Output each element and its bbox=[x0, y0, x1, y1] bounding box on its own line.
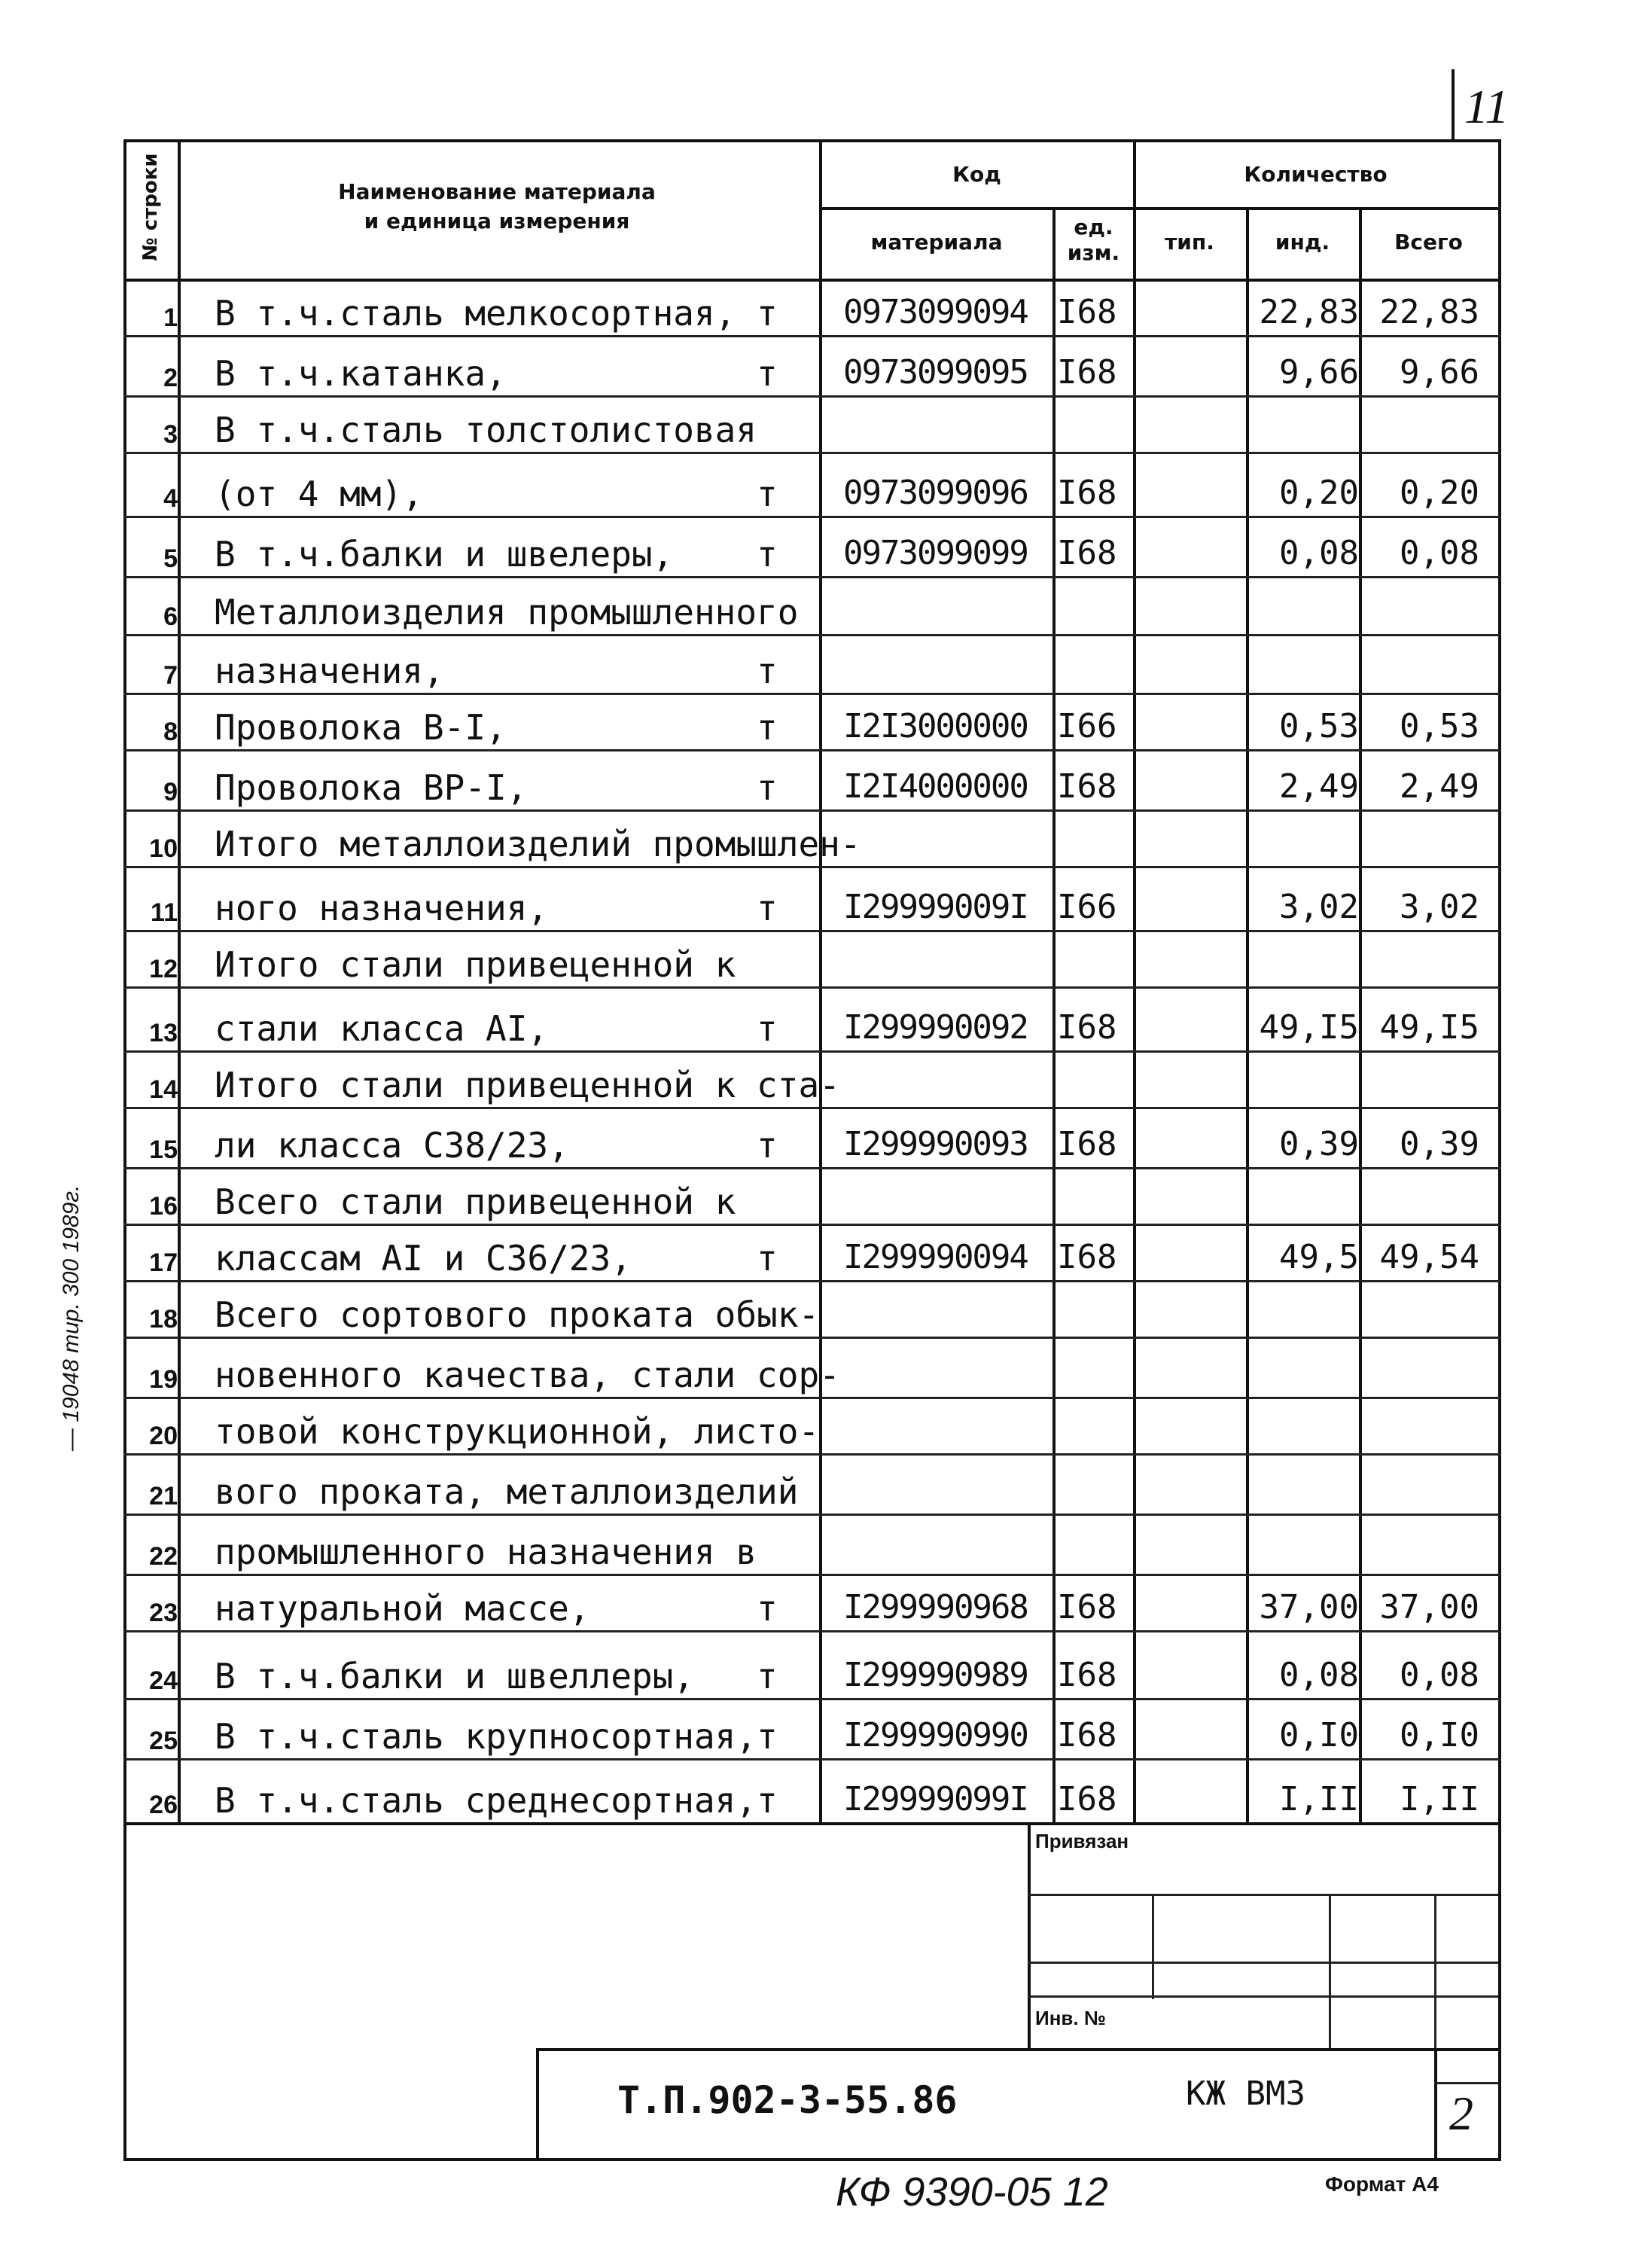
material-name: Всего сортового проката обык- bbox=[215, 1294, 820, 1335]
unit-code: I68 bbox=[1057, 1125, 1117, 1163]
qty-total: 22,83 bbox=[1379, 293, 1479, 331]
unit-mark: т bbox=[757, 534, 778, 575]
material-name: Проволока ВР-I, bbox=[215, 767, 528, 808]
row-number: 25 bbox=[149, 1727, 178, 1755]
unit-mark: т bbox=[757, 888, 778, 928]
qty-total: 0,08 bbox=[1400, 534, 1479, 572]
qty-individual: 0,39 bbox=[1279, 1125, 1359, 1163]
header-qty-typ: тип. bbox=[1165, 230, 1214, 255]
unit-mark: т bbox=[757, 1008, 778, 1049]
material-name: В т.ч.сталь крупносортная, bbox=[215, 1716, 757, 1757]
sheet-number: 2 bbox=[1449, 2087, 1473, 2140]
unit-code: I66 bbox=[1057, 888, 1117, 926]
unit-mark: т bbox=[757, 1780, 778, 1821]
row-divider bbox=[123, 809, 1501, 812]
qty-individual: 22,83 bbox=[1259, 293, 1359, 331]
unit-code: I68 bbox=[1057, 1238, 1117, 1276]
row-number: 8 bbox=[163, 718, 178, 746]
row-number: 20 bbox=[149, 1422, 178, 1450]
qty-total: 0,I0 bbox=[1400, 1716, 1479, 1754]
material-code: I29999009I bbox=[843, 888, 1028, 926]
unit-mark: т bbox=[757, 293, 778, 334]
unit-mark: т bbox=[757, 1588, 778, 1629]
row-number: 14 bbox=[149, 1075, 178, 1104]
row-number: 19 bbox=[149, 1365, 178, 1394]
material-name: ного назначения, bbox=[215, 888, 549, 928]
material-name: (от 4 мм), bbox=[215, 474, 423, 514]
qty-individual: 0,08 bbox=[1279, 1656, 1359, 1694]
qty-individual: 0,I0 bbox=[1279, 1716, 1359, 1754]
material-code: 0973099096 bbox=[843, 474, 1028, 512]
row-divider bbox=[123, 1514, 1501, 1516]
page-mark-frame bbox=[1452, 69, 1455, 141]
material-name: ли класса С38/23, bbox=[215, 1125, 569, 1166]
row-divider bbox=[123, 1107, 1501, 1109]
qty-individual: 49,I5 bbox=[1259, 1008, 1359, 1047]
unit-mark: т bbox=[757, 1125, 778, 1166]
row-divider bbox=[123, 693, 1501, 695]
unit-code: I68 bbox=[1057, 767, 1117, 806]
unit-mark: т bbox=[757, 1716, 778, 1757]
unit-code: I66 bbox=[1057, 707, 1117, 745]
qty-total: 37,00 bbox=[1379, 1588, 1479, 1626]
material-name: В т.ч.балки и швеллеры, bbox=[215, 1656, 694, 1696]
row-divider bbox=[123, 1574, 1501, 1576]
material-name: Металлоизделия промышленного bbox=[215, 592, 799, 633]
unit-mark: т bbox=[757, 1656, 778, 1696]
row-number: 4 bbox=[163, 484, 178, 513]
material-code: I2I4000000 bbox=[843, 767, 1028, 806]
row-number: 5 bbox=[163, 544, 178, 573]
qty-total: 0,20 bbox=[1400, 474, 1479, 512]
unit-code: I68 bbox=[1057, 353, 1117, 392]
row-number: 7 bbox=[163, 661, 178, 690]
qty-individual: 9,66 bbox=[1279, 353, 1359, 392]
material-name: товой конструкционной, листо- bbox=[215, 1411, 820, 1452]
material-name: новенного качества, стали сор- bbox=[215, 1355, 840, 1395]
row-number: 10 bbox=[149, 834, 178, 863]
qty-total: 49,I5 bbox=[1379, 1008, 1479, 1047]
qty-total: 2,49 bbox=[1400, 767, 1479, 806]
material-name: классам АI и С36/23, bbox=[215, 1238, 632, 1279]
material-name: В т.ч.катанка, bbox=[215, 353, 507, 394]
material-name: В т.ч.балки и швелеры, bbox=[215, 534, 674, 575]
unit-code: I68 bbox=[1057, 1780, 1117, 1818]
row-number: 23 bbox=[149, 1599, 178, 1627]
material-code: 0973099094 bbox=[843, 293, 1028, 331]
row-divider bbox=[123, 1630, 1501, 1632]
material-name: вого проката, металлоизделий bbox=[215, 1471, 799, 1512]
qty-individual: 0,08 bbox=[1279, 534, 1359, 572]
unit-mark: т bbox=[757, 353, 778, 394]
material-name: Итого стали привеценной к ста- bbox=[215, 1065, 840, 1105]
row-divider bbox=[123, 516, 1501, 518]
qty-individual: 37,00 bbox=[1259, 1588, 1359, 1626]
unit-code: I68 bbox=[1057, 293, 1117, 331]
row-divider bbox=[123, 749, 1501, 751]
material-code: I299990093 bbox=[843, 1125, 1028, 1163]
row-number: 15 bbox=[149, 1136, 178, 1164]
material-name: В т.ч.сталь толстолистовая bbox=[215, 410, 757, 450]
row-number: 3 bbox=[163, 420, 178, 449]
document-code: Т.П.902-3-55.86 bbox=[617, 2078, 958, 2122]
row-divider bbox=[123, 335, 1501, 337]
row-number: 22 bbox=[149, 1542, 178, 1571]
qty-individual: 0,20 bbox=[1279, 474, 1359, 512]
header-code: Код bbox=[952, 162, 1001, 187]
document-mark: КЖ ВМЗ bbox=[1186, 2074, 1305, 2113]
row-number: 11 bbox=[151, 898, 178, 927]
format-label: Формат А4 bbox=[1325, 2172, 1439, 2196]
qty-individual: I,II bbox=[1279, 1780, 1359, 1818]
material-code: I299990092 bbox=[843, 1008, 1028, 1047]
row-number: 26 bbox=[149, 1791, 178, 1819]
unit-code: I68 bbox=[1057, 534, 1117, 572]
material-code: I299990990 bbox=[843, 1716, 1028, 1754]
row-number: 16 bbox=[149, 1192, 178, 1221]
row-divider bbox=[123, 1698, 1501, 1700]
material-code: I2I3000000 bbox=[843, 707, 1028, 745]
side-note: — 19048 тир. 300 1989г. bbox=[59, 1184, 84, 1451]
qty-individual: 0,53 bbox=[1279, 707, 1359, 745]
unit-code: I68 bbox=[1057, 1716, 1117, 1754]
row-divider bbox=[123, 1453, 1501, 1456]
material-code: I299990094 bbox=[843, 1238, 1028, 1276]
header-code-material: материала bbox=[870, 230, 1003, 255]
header-name: Наименование материала и единица измерения bbox=[338, 179, 656, 234]
row-divider bbox=[123, 1224, 1501, 1226]
row-number: 21 bbox=[149, 1482, 178, 1510]
row-number: 9 bbox=[163, 778, 178, 806]
row-divider bbox=[123, 452, 1501, 454]
row-divider bbox=[123, 866, 1501, 868]
material-name: Итого стали привеценной к bbox=[215, 944, 736, 985]
material-name: промышленного назначения в bbox=[215, 1532, 757, 1572]
row-number: 1 bbox=[163, 303, 178, 332]
page-mark: 11 bbox=[1464, 80, 1509, 133]
material-name: Проволока В-I, bbox=[215, 707, 507, 748]
row-divider bbox=[123, 1397, 1501, 1399]
row-divider bbox=[123, 1758, 1501, 1760]
row-divider bbox=[123, 1280, 1501, 1282]
unit-code: I68 bbox=[1057, 474, 1117, 512]
qty-total: 0,39 bbox=[1400, 1125, 1479, 1163]
footer-code: КФ 9390-05 12 bbox=[836, 2169, 1108, 2215]
unit-code: I68 bbox=[1057, 1588, 1117, 1626]
material-name: Всего стали привеценной к bbox=[215, 1181, 736, 1222]
material-name: В т.ч.сталь мелкосортная, bbox=[215, 293, 736, 334]
qty-individual: 2,49 bbox=[1279, 767, 1359, 806]
header-qty-ind: инд. bbox=[1275, 230, 1330, 255]
header-row-no: № строки bbox=[139, 153, 162, 261]
header-code-unit: ед. изм. bbox=[1067, 215, 1120, 265]
qty-total: 49,54 bbox=[1379, 1238, 1479, 1276]
row-divider bbox=[123, 395, 1501, 398]
row-number: 24 bbox=[149, 1666, 178, 1695]
header-qty-total: Всего bbox=[1394, 230, 1463, 255]
row-number: 17 bbox=[149, 1248, 178, 1277]
qty-total: 0,53 bbox=[1400, 707, 1479, 745]
row-divider bbox=[123, 1167, 1501, 1169]
row-number: 13 bbox=[149, 1019, 178, 1047]
row-divider bbox=[123, 576, 1501, 578]
material-code: I29999099I bbox=[843, 1780, 1028, 1818]
unit-mark: т bbox=[757, 1238, 778, 1279]
unit-mark: т bbox=[757, 474, 778, 514]
row-number: 2 bbox=[163, 364, 178, 392]
unit-code: I68 bbox=[1057, 1008, 1117, 1047]
row-number: 12 bbox=[149, 955, 178, 983]
material-code: 0973099095 bbox=[843, 353, 1028, 392]
qty-individual: 3,02 bbox=[1279, 888, 1359, 926]
material-code: 0973099099 bbox=[843, 534, 1028, 572]
material-name: назначения, bbox=[215, 651, 444, 691]
qty-total: 3,02 bbox=[1400, 888, 1479, 926]
material-name: Итого металлоизделий промышлен- bbox=[215, 824, 861, 864]
unit-mark: т bbox=[757, 707, 778, 748]
row-divider bbox=[123, 1050, 1501, 1053]
material-code: I299990989 bbox=[843, 1656, 1028, 1694]
qty-individual: 49,5 bbox=[1279, 1238, 1359, 1276]
material-name: В т.ч.сталь среднесортная, bbox=[215, 1780, 757, 1821]
unit-code: I68 bbox=[1057, 1656, 1117, 1694]
header-qty: Количество bbox=[1244, 162, 1388, 187]
row-number: 6 bbox=[163, 602, 178, 631]
qty-total: 9,66 bbox=[1400, 353, 1479, 392]
material-code: I299990968 bbox=[843, 1588, 1028, 1626]
row-divider bbox=[123, 986, 1501, 989]
row-number: 18 bbox=[149, 1305, 178, 1334]
bound-label: Привязан bbox=[1035, 1830, 1129, 1852]
row-divider bbox=[123, 634, 1501, 636]
inventory-no-label: Инв. № bbox=[1035, 2007, 1106, 2029]
row-divider bbox=[123, 1337, 1501, 1339]
unit-mark: т bbox=[757, 651, 778, 691]
qty-total: 0,08 bbox=[1400, 1656, 1479, 1694]
row-divider bbox=[123, 930, 1501, 932]
qty-total: I,II bbox=[1400, 1780, 1479, 1818]
material-name: стали класса АI, bbox=[215, 1008, 549, 1049]
unit-mark: т bbox=[757, 767, 778, 808]
material-name: натуральной массе, bbox=[215, 1588, 590, 1629]
